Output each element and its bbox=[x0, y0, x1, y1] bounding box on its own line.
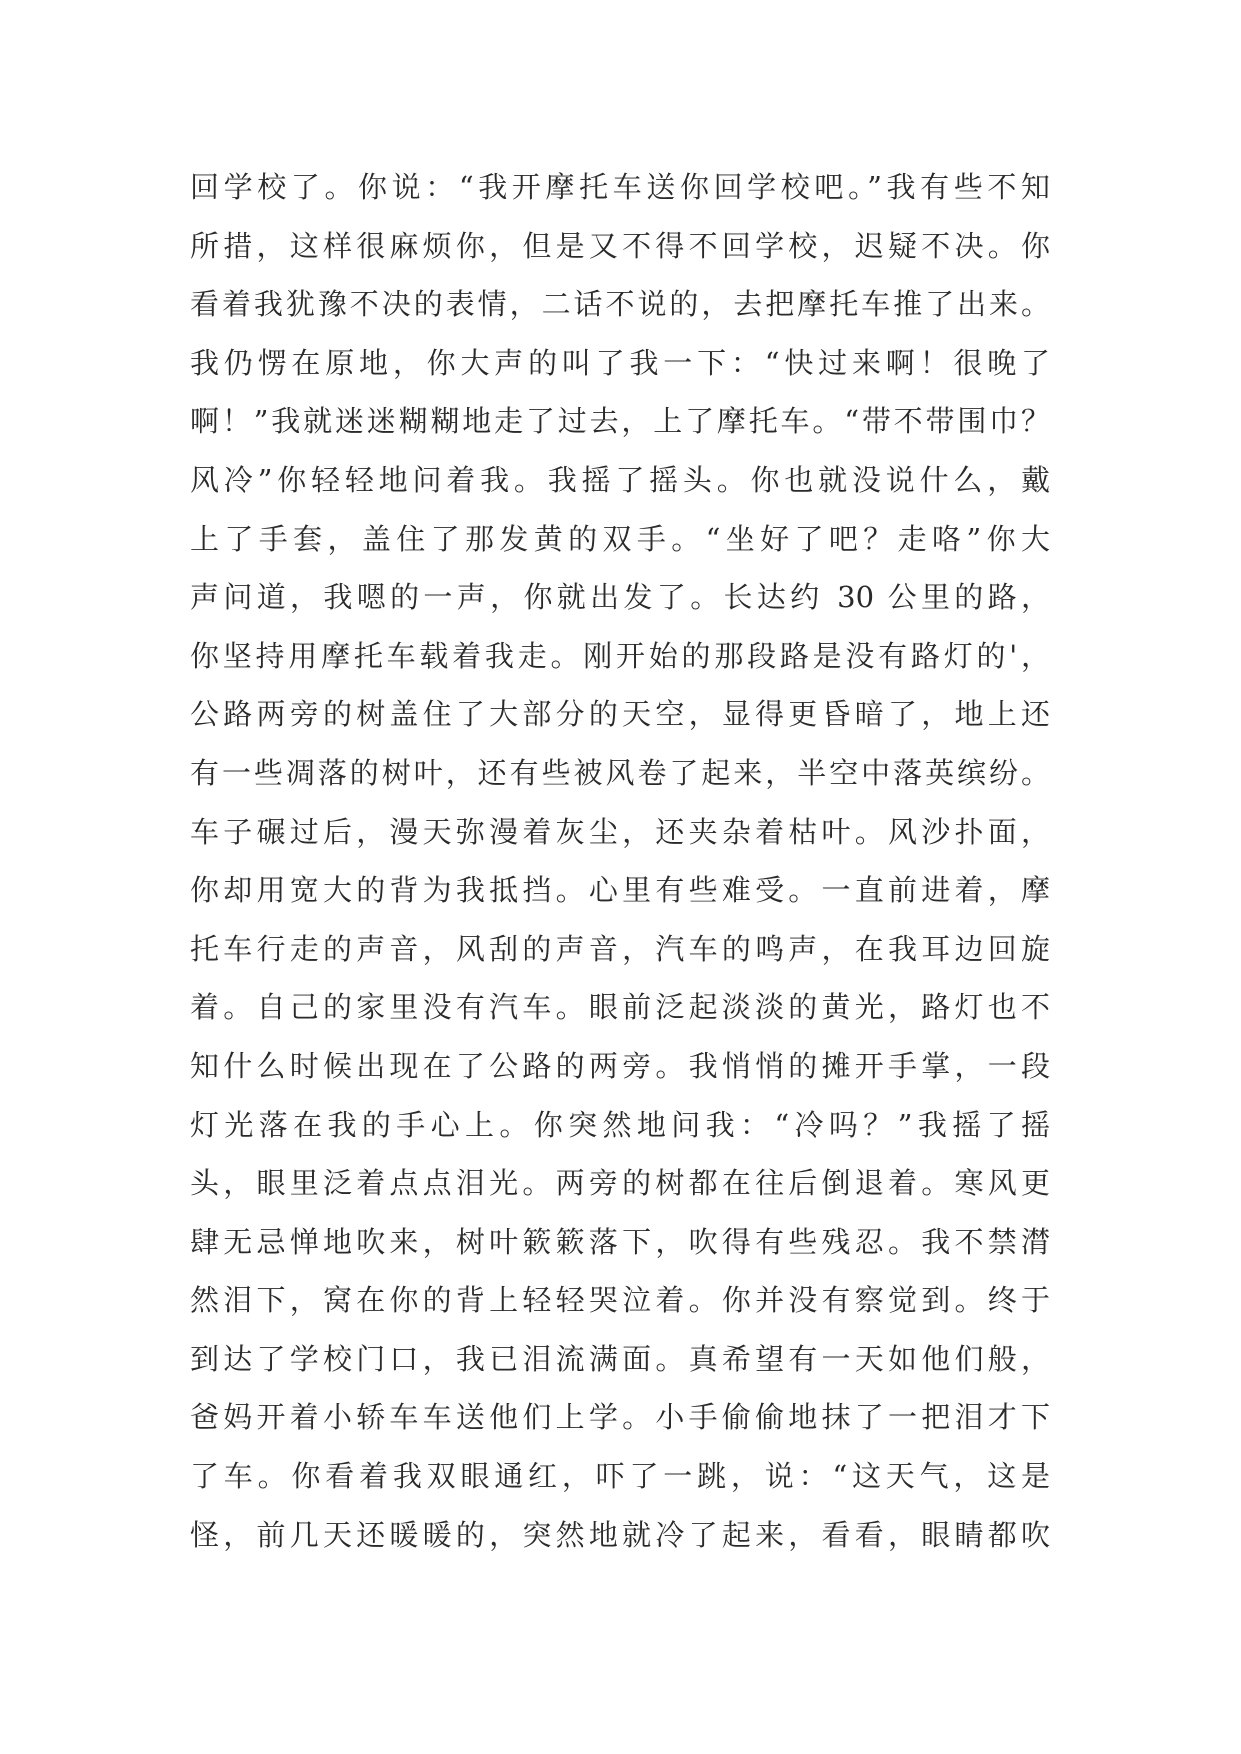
body-text bbox=[190, 158, 1050, 1564]
text-line: 然泪下，窝在你的背上轻轻哭泣着。你并没有察觉到。终于 bbox=[190, 1283, 1050, 1318]
text-line: 回学校了。你说：“我开摩托车送你回学校吧。”我有些不知 bbox=[190, 170, 1050, 204]
text-line: 爸妈开着小轿车车送他们上学。小手偷偷地抹了一把泪才下 bbox=[190, 1400, 1050, 1435]
text-line: 声问道，我嗯的一声，你就出发了。长达约 30 公里的路， bbox=[190, 580, 1050, 615]
text-line: 托车行走的声音，风刮的声音，汽车的鸣声，在我耳边回旋 bbox=[190, 931, 1050, 966]
text-line: 公路两旁的树盖住了大部分的天空，显得更昏暗了，地上还 bbox=[190, 697, 1050, 732]
text-line: 着。自己的家里没有汽车。眼前泛起淡淡的黄光，路灯也不 bbox=[190, 990, 1050, 1025]
text-line: 到达了学校门口，我已泪流满面。真希望有一天如他们般， bbox=[190, 1341, 1050, 1376]
text-line: 怪，前几天还暖暖的，突然地就冷了起来，看看，眼睛都吹 bbox=[190, 1517, 1050, 1552]
text-line: 我仍愣在原地，你大声的叫了我一下：“快过来啊！很晚了 bbox=[190, 345, 1050, 380]
text-line: 看着我犹豫不决的表情，二话不说的，去把摩托车推了出来。 bbox=[190, 287, 1050, 322]
text-line: 车子碾过后，漫天弥漫着灰尘，还夹杂着枯叶。风沙扑面， bbox=[190, 814, 1050, 849]
text-line: 上了手套，盖住了那发黄的双手。“坐好了吧？走咯”你大 bbox=[190, 521, 1050, 556]
text-line: 知什么时候出现在了公路的两旁。我悄悄的摊开手掌，一段 bbox=[190, 1048, 1050, 1083]
text-line: 了车。你看着我双眼通红，吓了一跳，说：“这天气，这是 bbox=[190, 1459, 1050, 1494]
text-line: 你却用宽大的背为我抵挡。心里有些难受。一直前进着，摩 bbox=[190, 873, 1050, 908]
text-line: 啊！”我就迷迷糊糊地走了过去，上了摩托车。“带不带围巾？ bbox=[190, 404, 1050, 439]
text-line: 头，眼里泛着点点泪光。两旁的树都在往后倒退着。寒风更 bbox=[190, 1166, 1050, 1201]
text-line: 风冷”你轻轻地问着我。我摇了摇头。你也就没说什么，戴 bbox=[190, 462, 1050, 497]
text-line: 肆无忌惮地吹来，树叶簌簌落下，吹得有些残忍。我不禁潸 bbox=[190, 1224, 1050, 1259]
text-line: 灯光落在我的手心上。你突然地问我：“冷吗？”我摇了摇 bbox=[190, 1107, 1050, 1142]
text-line: 所措，这样很麻烦你，但是又不得不回学校，迟疑不决。你 bbox=[190, 228, 1050, 263]
text-line: 有一些凋落的树叶，还有些被风卷了起来，半空中落英缤纷。 bbox=[190, 755, 1050, 790]
text-line: 你坚持用摩托车载着我走。刚开始的那段路是没有路灯的'， bbox=[190, 638, 1050, 673]
